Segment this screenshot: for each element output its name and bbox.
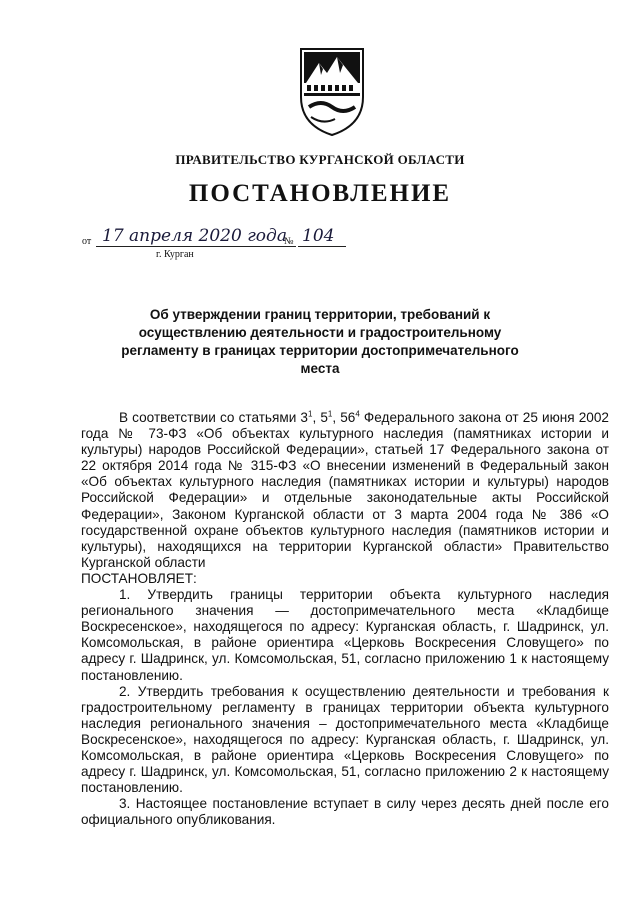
number-prefix: № [284, 236, 294, 247]
superscript: 1 [327, 409, 333, 419]
superscript: 1 [307, 409, 313, 419]
document-body [81, 410, 609, 828]
item-3-paragraph: 3. Настоящее постановление вступает в силу через десять дней после его официального опубликования. [81, 796, 609, 828]
document-title: ПОСТАНОВЛЕНИЕ [188, 180, 452, 207]
city-label: г. Курган [156, 249, 194, 260]
date-prefix: от [82, 236, 92, 247]
organization-name: ПРАВИТЕЛЬСТВО КУРГАНСКОЙ ОБЛАСТИ [175, 152, 465, 167]
preamble-text: , 56 [332, 410, 356, 425]
date-number-line [82, 226, 382, 266]
document-subject: Об утверждении границ территории, требований к осуществлению деятельности и градостроительному регламенту в границах территории достопримечательного места [121, 307, 519, 376]
coat-of-arms-emblem [297, 45, 367, 137]
resolves-heading: ПОСТАНОВЛЯЕТ: [81, 570, 197, 586]
date-underline [96, 246, 296, 247]
preamble-paragraph [81, 410, 609, 571]
item-1-paragraph: 1. Утвердить границы территории объекта культурного наследия регионального значения — достопримечательного места «Кладбище Воскресенское», находящегося по адресу: Курганская область, г. Шадринск, ул. Комсомольская, в районе ориентира «Церковь Воскресения Словущего» по адресу г. Шадринск, ул. Комсомольская, 51, согласно приложению 1 к настоящему постановлению. [81, 587, 609, 683]
preamble-text: В соответствии со статьями 3 [119, 410, 308, 425]
number-underline [298, 246, 346, 247]
handwritten-number: 104 [302, 226, 335, 246]
preamble-text: Федерального закона от 25 июня 2002 года № 73-ФЗ «Об объектах культурного наследия (памятниках истории и культуры) народов Российской Федерации», статьей 17 Федерального закона от 22 октября 2014 года № 315-ФЗ «О внесении изменений в Федеральный закон «Об объектах культурного наследия (памятниках истории и культуры) народов Российской Федерации» и отдельные законодательные акты Российской Федерации», Законом Курганской области от 3 марта 2004 года № 386 «О государственной охране объектов культурного наследия (памятников истории и культуры), находящихся на территории Курганской области» Правительство Курганской области [81, 410, 609, 570]
preamble-text: , 5 [312, 410, 328, 425]
superscript: 4 [355, 409, 360, 419]
handwritten-date: 17 апреля 2020 года [102, 226, 287, 246]
item-2-paragraph: 2. Утвердить требования к осуществлению деятельности и требования к градостроительному регламенту в границах территории объекта культурного наследия регионального значения – достопримечательного места «Кладбище Воскресенское», находящегося по адресу: Курганская область, г. Шадринск, ул. Комсомольская, в районе ориентира «Церковь Воскресения Словущего» по адресу г. Шадринск, ул. Комсомольская, 51, согласно приложению 2 к настоящему постановлению. [81, 683, 609, 796]
